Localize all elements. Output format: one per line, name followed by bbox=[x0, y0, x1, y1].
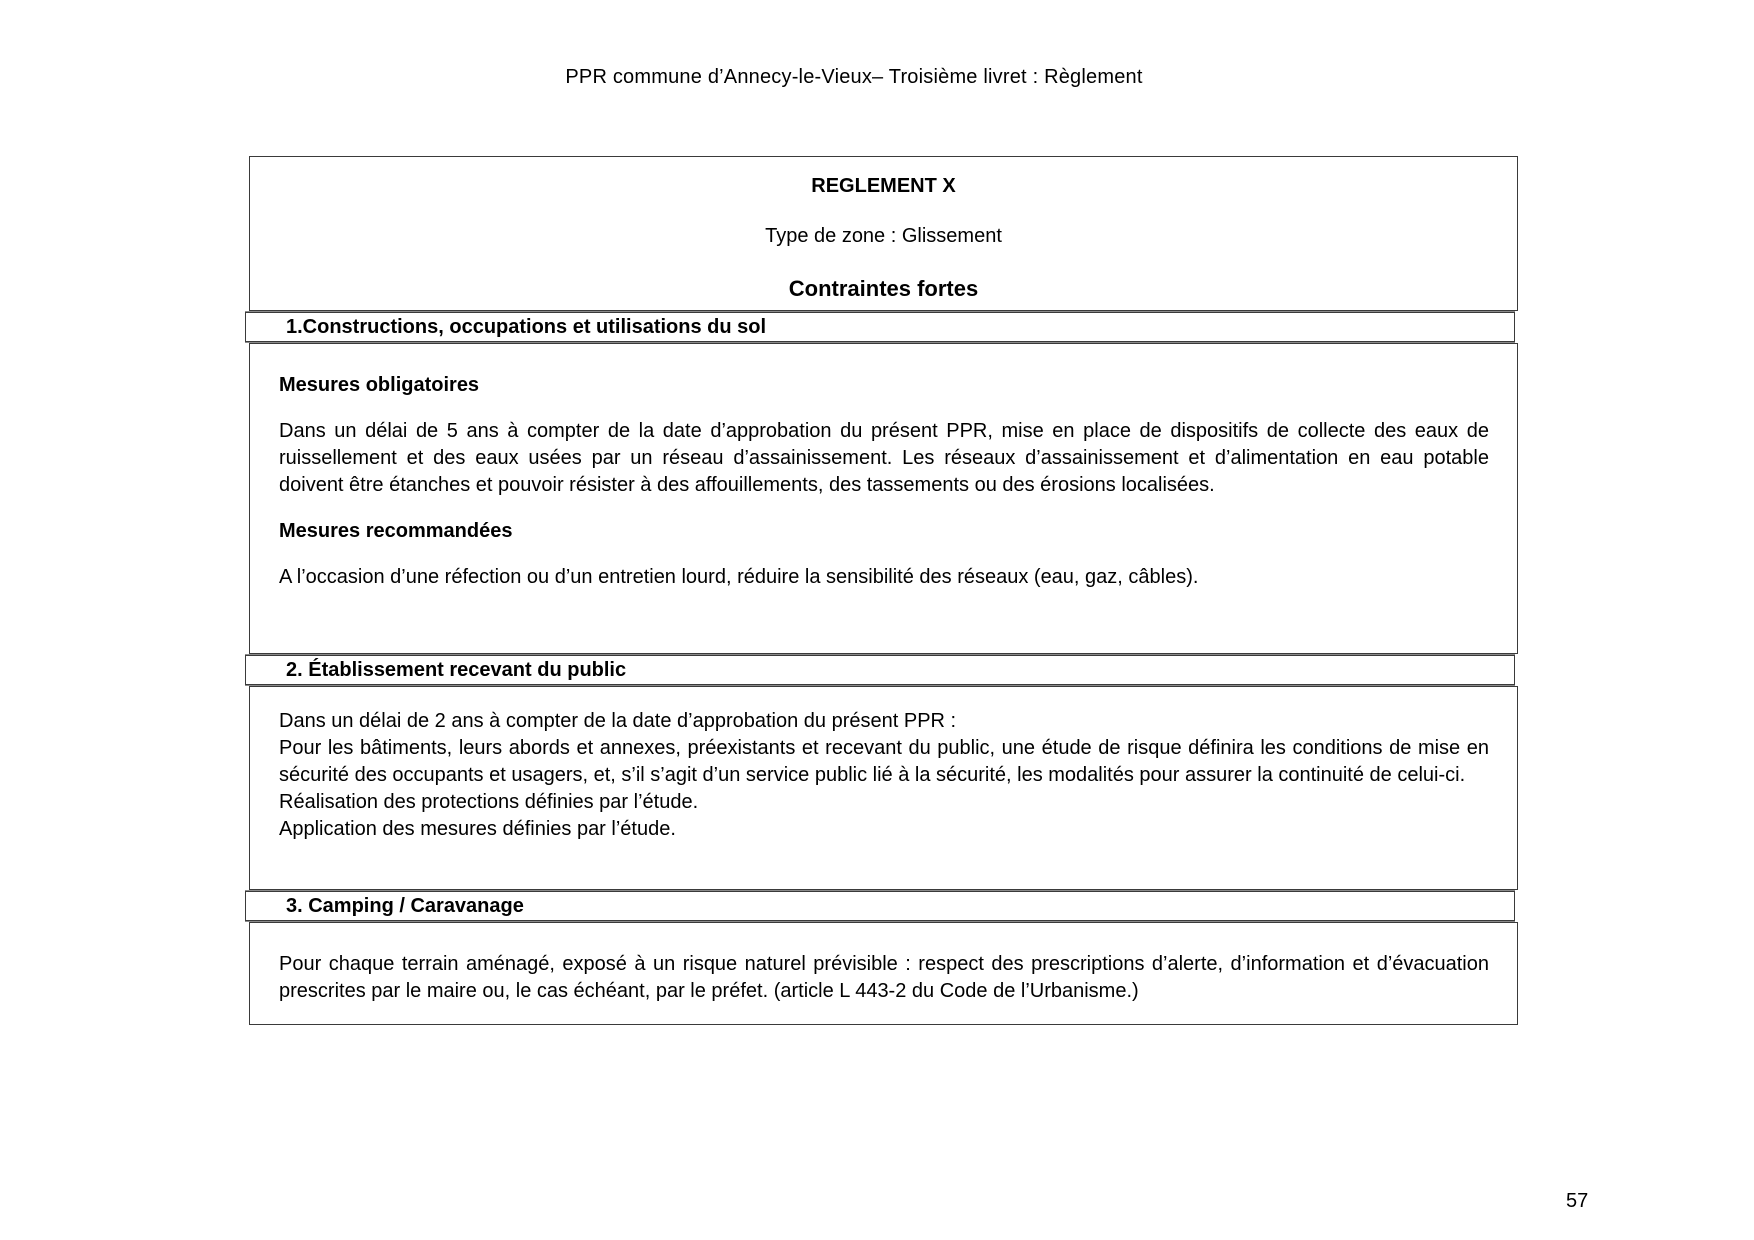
page-number: 57 bbox=[1566, 1190, 1589, 1212]
paragraph-terrain-amenage: Pour chaque terrain aménagé, exposé à un risque naturel prévisible : respect des prescriptions d’alerte, d’information et d’évacuation prescrites par le maire ou, le cas échéant, par le préfet. (article L 443-2 du Code de l’Urbanisme.) bbox=[279, 953, 1489, 1002]
constraint-level-label: Contraintes fortes bbox=[788, 276, 979, 301]
section-body-etablissement bbox=[249, 686, 1518, 890]
section-header-constructions: 1.Constructions, occupations et utilisations du sol bbox=[245, 312, 1515, 342]
document-header-title: PPR commune d’Annecy-le-Vieux– Troisième livret : Règlement bbox=[565, 66, 1143, 88]
paragraph-mesures-recommandees: A l’occasion d’une réfection ou d’un entretien lourd, réduire la sensibilité des réseaux (eau, gaz, câbles). bbox=[279, 566, 1199, 588]
paragraph-etude-de-risque: Pour les bâtiments, leurs abords et annexes, préexistants et recevant du public, une étude de risque définira les conditions de mise en sécurité des occupants et usagers, et, s’il s’agit d’un service public lié à la sécurité, les modalités pour assurer la continuité de celui-ci. bbox=[279, 737, 1489, 786]
section-body-camping bbox=[249, 922, 1518, 1025]
paragraph-delai-2-ans: Dans un délai de 2 ans à compter de la date d’approbation du présent PPR : bbox=[279, 710, 957, 732]
regulation-table bbox=[249, 156, 1518, 1025]
paragraph-realisation-protections: Réalisation des protections définies par l’étude. bbox=[279, 791, 699, 813]
regulation-title: REGLEMENT X bbox=[811, 175, 956, 197]
subheading-mesures-recommandees: Mesures recommandées bbox=[279, 520, 513, 542]
paragraph-mesures-obligatoires: Dans un délai de 5 ans à compter de la date d’approbation du présent PPR, mise en place de dispositifs de collecte des eaux de ruissellement et des eaux usées par un réseau d’assainissement. Les réseaux d’assainissement et d’alimentation en eau potable doivent être étanches et pouvoir résister à des affouillements, des tassements ou des érosions localisées. bbox=[279, 420, 1489, 496]
section-header-camping: 3. Camping / Caravanage bbox=[245, 891, 1515, 921]
section-header-etablissement: 2. Établissement recevant du public bbox=[245, 655, 1515, 685]
subheading-mesures-obligatoires: Mesures obligatoires bbox=[279, 374, 480, 396]
zone-type-label: Type de zone : Glissement bbox=[765, 225, 1002, 247]
regulation-title-cell bbox=[249, 156, 1518, 311]
paragraph-application-mesures: Application des mesures définies par l’étude. bbox=[279, 818, 676, 840]
section-body-constructions bbox=[249, 343, 1518, 654]
